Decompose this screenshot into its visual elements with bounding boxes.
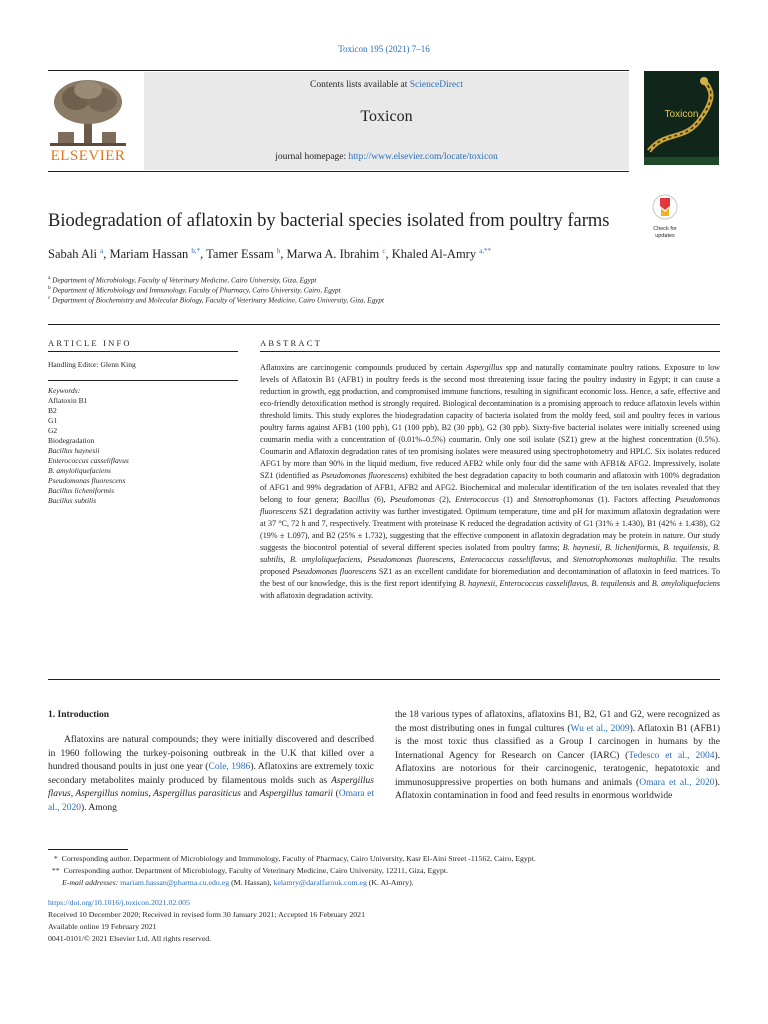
footnotes — [48, 853, 728, 889]
journal-reference[interactable]: Toxicon 195 (2021) 7–16 — [338, 44, 430, 54]
keyword: Bacillus haynesii — [48, 446, 100, 455]
section-title-introduction: 1. Introduction — [48, 710, 110, 720]
check-for-updates-badge[interactable] — [644, 194, 686, 240]
citation-link[interactable]: Tedesco et al., 2004 — [628, 750, 715, 761]
keyword: Aflatoxin B1 — [48, 396, 88, 405]
check-updates-icon — [652, 194, 678, 220]
keywords-label: Keywords: — [48, 386, 81, 395]
elsevier-wordmark: ELSEVIER — [50, 148, 126, 164]
keyword: G1 — [48, 416, 58, 425]
citation-link[interactable]: Cole, 1986 — [208, 762, 251, 772]
email-link[interactable]: kelamry@daralfarouk.com.eg — [273, 878, 367, 887]
journal-cover-image[interactable] — [644, 71, 719, 165]
author-affil-mark[interactable]: b — [276, 247, 281, 255]
sciencedirect-link[interactable]: ScienceDirect — [409, 80, 463, 90]
keyword: Biodegradation — [48, 436, 95, 445]
author-affil-mark[interactable]: a,** — [479, 247, 492, 255]
keywords-rule — [48, 380, 238, 381]
footnote-corresponding-1: * Corresponding author. Department of Microbiology and Immunology, Faculty of Pharmacy, Cairo University, Kasr El-Aini Street -11562, Cairo, Egypt. — [53, 854, 536, 863]
keyword: G2 — [48, 426, 58, 435]
intro-left-column: Aflatoxins are natural compounds; they were initially discovered and described in 1960 following the turkey-poisoning outbreak in the U.K that killed over a hundred thousand poults in just one year (Cole, 1986). Aflatoxins are extremely toxic secondary metabolites mainly produced by filamentous molds such as Aspergillus flavus, Aspergillus nomius, Aspergillus parasiticus and Aspergillus tamarii (Omara et al., 2020). Among — [48, 735, 375, 813]
received-dates: Received 10 December 2020; Received in revised form 30 January 2021; Accepted 16 February 2021 — [48, 910, 365, 919]
footnote-corresponding-2: ** Corresponding author. Department of Microbiology, Faculty of Veterinary Medicine, Cairo University, 12211, Giza, Egypt. — [51, 866, 449, 875]
keyword-list — [48, 396, 238, 506]
author-name[interactable]: Mariam Hassan — [109, 247, 189, 262]
email-link[interactable]: mariam.hassan@pharma.cu.edu.eg — [120, 878, 230, 887]
article-info-heading: ARTICLE INFO — [48, 338, 132, 348]
copyright-line: 0041-0101/© 2021 Elsevier Ltd. All rights reserved. — [48, 934, 212, 943]
author-name[interactable]: Marwa A. Ibrahim — [286, 247, 380, 262]
article-info-block — [48, 360, 238, 506]
affiliation-a: $^a$ Department of Microbiology, Faculty of Veterinary Medicine, Cairo University, Giza, Egypt — [48, 275, 317, 285]
author-affil-mark[interactable]: a — [100, 247, 104, 255]
keyword: B. amyloliquefaciens — [48, 466, 111, 475]
keyword: Bacillus subtilis — [48, 496, 97, 505]
author-name[interactable]: Sabah Ali — [48, 247, 97, 262]
article-title: Biodegradation of aflatoxin by bacterial species isolated from poultry farms — [48, 211, 610, 231]
doi-link[interactable]: https://doi.org/10.1016/j.toxicon.2021.02.005 — [48, 898, 190, 907]
homepage-link[interactable]: http://www.elsevier.com/locate/toxicon — [348, 152, 498, 162]
footnote-rule — [48, 849, 128, 850]
citation-link[interactable]: Wu et al., 2009 — [570, 723, 630, 734]
contents-line — [144, 80, 629, 90]
keyword: Bacillus licheniformis — [48, 486, 115, 495]
article-info-rule — [48, 351, 238, 352]
author-list: Sabah Ali $^a$, Mariam Hassan $^{b,*}$, Tamer Essam $^b$, Marwa A. Ibrahim $^c$, Khaled Al-Amry $^{a,**}$ — [48, 247, 492, 262]
keyword: B2 — [48, 406, 57, 415]
header-divider — [48, 324, 720, 325]
masthead-top-rule — [48, 70, 629, 71]
citation-link[interactable]: Omara et al., 2020 — [48, 789, 375, 813]
affiliation-c: $^c$ Department of Biochemistry and Molecular Biology, Faculty of Veterinary Medicine, Cairo University, Giza, Egypt — [48, 295, 384, 305]
available-online: Available online 19 February 2021 — [48, 922, 157, 931]
journal-title: Toxicon — [360, 108, 413, 125]
abstract-text: Aflatoxins are carcinogenic compounds produced by certain Aspergillus spp and naturally contaminate poultry rations. Exposure to low levels of Aflatoxin B1 (AFB1) in poultry feeds is the second most threatening issue facing the poultry industry in Egypt; it can cause a reduction in growth, egg production, and compromised immune functions, resulting in significant economic loss. Hence, a safe, effective and eco-friendly detoxification method is strongly required. Biological decontamination is a promising approach to reduce aflatoxin levels within threshold limits. This study explores the biodegradation capacity of bacteria isolated from the moldy feed, soil and poultry feces in various poultry farms against AFB1 (100 ppb), G1 (100 ppb), B2 (30 ppb), G2 (30 ppb). Sixty-five bacterial isolates were initially screened using coumarin media with a concentration of (0.01%–0.5%) coumarin. Only one soil isolate (SZ1) grew at the highest concentration (0.5%). Coumarin and Aflatoxin degradation rates of ten promising isolates were measured using spectrophotometry and HPLC. Six isolates reduced AFG1 by more than 90% in the liquid medium, five reduced AFB2 while only four did the same with AFB1& AFG2. Impressively, isolate SZ1 (identified as Pseudomonas fluorescens) exhibited the best degradation capacity to both coumarin and aflatoxin with 100% degradation of AFG1 and 99% degradation of AFB1, AFB2 and AFG2. Biochemical and molecular identification of the ten isolates revealed that they belong to four genera; Bacillus (6), Pseudomonas (2), Enterococcus (1) and Stenotrophomonas (1). Factors affecting Pseudomonas fluorescens SZ1 degradation activity was further investigated. Optimum temperature, time and pH for maximum aflatoxin degradation were at 37 °C, 72 h and 7, respectively. Treatment with proteinase K reduced the degradation activity of G1 (31% ± 1.430), B1 (42% ± 1.438), G2 (19% ± 1.097), and B2 (25% ± 1.732), suggesting that the effective component in aflatoxin degradation may be protein in nature. Our study suggests the biocontrol potential of several different species isolated from poultry farms; B. haynesii, B. licheniformis, B. tequilensis, B. subtilis, B. amyloliquefaciens, Pseudomonas fluorescens, Enterococcus casseliflavus, and Stenotrophomonas maltophilia. The results proposed Pseudomonas fluorescens SZ1 as an excellent candidate for bioremediation and decontamination of aflatoxin in feed matrices. To the best of our knowledge, this is the first report identifying B. haynesii, Enterococcus casseliflavus, B. tequilensis and B. amyloliquefaciens with aflatoxin degradation activity. — [260, 363, 721, 600]
author-affil-mark[interactable]: b,* — [191, 247, 201, 255]
keyword: Enterococcus casseliflavus — [48, 456, 129, 465]
affiliation-b: $^b$ Department of Microbiology and Immunology, Faculty of Pharmacy, Cairo University, Cairo, Egypt — [48, 285, 341, 295]
footnote-emails: E-mail addresses: mariam.hassan@pharma.cu.edu.eg (M. Hassan), kelamry@daralfarouk.com.eg (K. Al-Amry). — [62, 878, 414, 887]
author-affil-mark[interactable]: c — [382, 247, 386, 255]
homepage-prefix: journal homepage: — [275, 152, 349, 162]
abstract-rule — [260, 351, 720, 352]
author-name[interactable]: Khaled Al-Amry — [391, 247, 477, 262]
citation-link[interactable]: Omara et al., 2020 — [639, 777, 715, 788]
masthead-bottom-rule — [48, 171, 629, 172]
abstract-end-rule — [48, 679, 720, 680]
contents-prefix: Contents lists available at — [309, 80, 410, 90]
check-label-1: Check for — [653, 226, 677, 232]
author-name[interactable]: Tamer Essam — [206, 247, 274, 262]
journal-homepage — [144, 152, 629, 162]
abstract-heading: ABSTRACT — [260, 338, 322, 348]
publication-info — [48, 897, 728, 945]
intro-right-column: the 18 various types of aflatoxins, aflatoxins B1, B2, G1 and G2, were recognized as the most distributing ones in fungal cultures (Wu et al., 2009). Aflatoxin B1 (AFB1) is the most toxic thus classified as a Group I carcinogen in humans by the International Agency for Research on Cancer (IARC) (Tedesco et al., 2004). Aflatoxins are notorious for their carcinogenic, teratogenic, hepatotoxic and immunosuppressive properties on both humans and animals (Omara et al., 2020). Aflatoxin contamination in food and feed results in enormous worldwide — [395, 710, 720, 801]
handling-editor: Handling Editor: Glenn King — [48, 360, 136, 369]
check-label-2: updates — [655, 233, 675, 239]
cover-title: Toxicon — [664, 109, 699, 120]
keyword: Pseudomonas fluorescens — [48, 476, 126, 485]
